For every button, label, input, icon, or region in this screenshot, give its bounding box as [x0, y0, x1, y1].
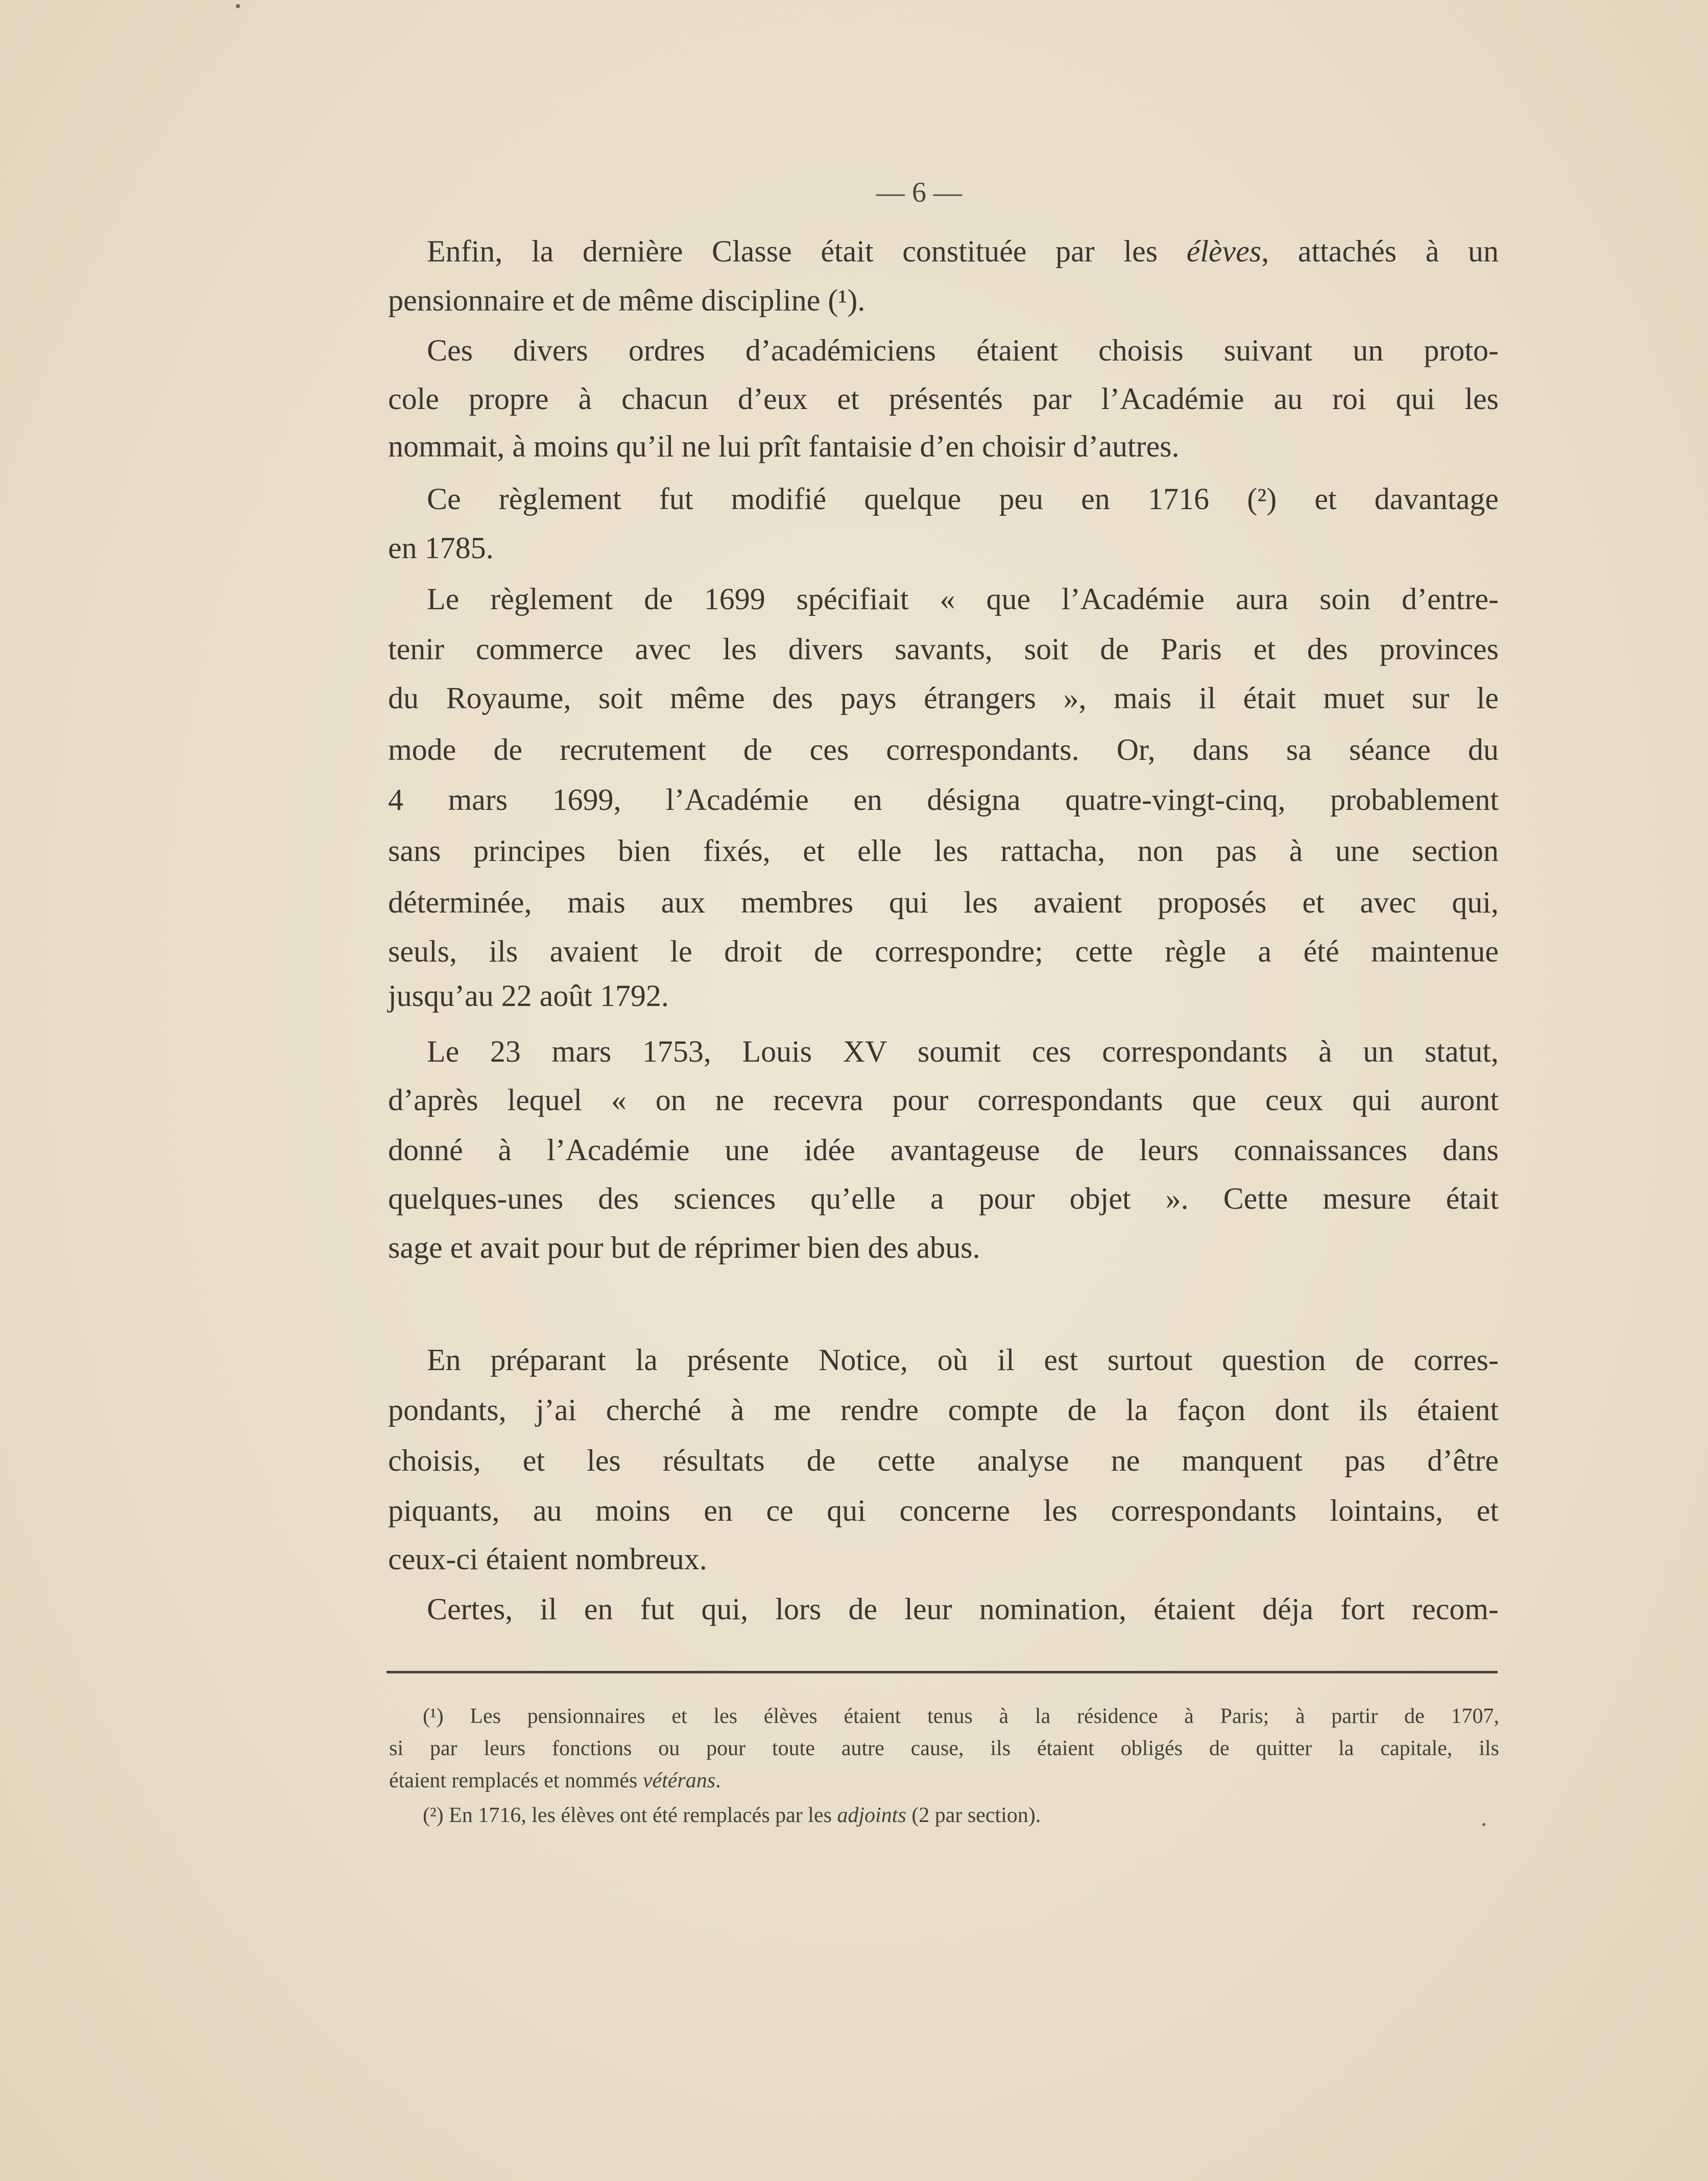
scan-speck [1482, 1823, 1485, 1826]
text-line [388, 1132, 1499, 1168]
text-run: jusqu’au 22 août 1792. [388, 979, 669, 1013]
text-run: 4 mars 1699, l’Académie en désigna quatre-vingt-cinq, probablement [388, 783, 1499, 817]
text-run: choisis, et les résultats de cette analyse ne manquent pas d’être [388, 1444, 1499, 1477]
text-line [388, 1082, 1499, 1118]
text-run: tenir commerce avec les divers savants, soit de Paris et des provinces [388, 632, 1499, 666]
text-run: Ces divers ordres d’académiciens étaient choisis suivant un proto- [427, 333, 1499, 367]
text-line [388, 1230, 1499, 1265]
text-run: Enfin, la dernière Classe était constituée par les [427, 234, 1187, 268]
text-line [388, 782, 1499, 818]
italic-term: élèves [1186, 234, 1262, 268]
page-number: — 6 — [876, 177, 962, 208]
text-line [388, 732, 1499, 768]
text-line [427, 481, 1499, 517]
text-run: En préparant la présente Notice, où il est surtout question de corres- [427, 1343, 1499, 1377]
text-run: sans principes bien fixés, et elle les rattacha, non pas à une section [388, 834, 1499, 868]
text-line [388, 680, 1499, 716]
text-run: mode de recrutement de ces correspondants. Or, dans sa séance du [388, 733, 1499, 766]
text-run: , attachés à un [1261, 234, 1499, 268]
text-run: Le règlement de 1699 spécifiait « que l’Académie aura soin d’entre- [427, 582, 1499, 616]
text-run: pensionnaire et de même discipline (¹). [388, 283, 865, 317]
italic-term: vétérans [642, 1769, 716, 1792]
text-line [388, 1443, 1499, 1478]
text-run: . [715, 1769, 721, 1792]
text-line [427, 1342, 1499, 1378]
text-run: Le 23 mars 1753, Louis XV soumit ces correspondants à un statut, [427, 1035, 1499, 1068]
text-run: pondants, j’ai cherché à me rendre compte de la façon dont ils étaient [388, 1393, 1499, 1427]
text-run: piquants, au moins en ce qui concerne les correspondants lointains, et [388, 1494, 1499, 1527]
footnote-line [389, 1736, 1499, 1761]
text-line [388, 1392, 1499, 1428]
text-line [427, 581, 1499, 617]
text-line [388, 1541, 1499, 1577]
text-run: nommait, à moins qu’il ne lui prît fantaisie d’en choisir d’autres. [388, 429, 1180, 463]
text-line [427, 1591, 1499, 1627]
text-run: (¹) Les pensionnaires et les élèves étaient tenus à la résidence à Paris; à partir de 1707, [423, 1705, 1499, 1728]
text-line [388, 978, 1499, 1014]
text-run: ceux-ci étaient nombreux. [388, 1542, 707, 1576]
text-run: du Royaume, soit même des pays étrangers », mais il était muet sur le [388, 681, 1499, 715]
text-run: si par leurs fonctions ou pour toute autre cause, ils étaient obligés de quitter la capitale, ils [389, 1737, 1499, 1760]
text-run: Ce règlement fut modifié quelque peu en 1716 (²) et davantage [427, 482, 1499, 516]
text-run: (2 par section). [906, 1804, 1041, 1827]
footnote-line [423, 1704, 1499, 1729]
footnote-line [389, 1768, 1499, 1793]
footnote-divider [387, 1671, 1498, 1673]
text-run: cole propre à chacun d’eux et présentés par l’Académie au roi qui les [388, 382, 1499, 416]
text-line [427, 332, 1499, 368]
text-run: (²) En 1716, les élèves ont été remplacés par les [423, 1804, 837, 1827]
text-run: d’après lequel « on ne recevra pour correspondants que ceux qui auront [388, 1083, 1499, 1117]
text-line [388, 631, 1499, 667]
text-line [388, 884, 1499, 920]
text-line [388, 933, 1499, 969]
text-line [427, 233, 1499, 269]
text-run: Certes, il en fut qui, lors de leur nomination, étaient déja fort recom- [427, 1592, 1499, 1626]
italic-term: adjoints [837, 1804, 906, 1827]
text-line [427, 1034, 1499, 1069]
text-line [388, 1181, 1499, 1216]
text-run: donné à l’Académie une idée avantageuse de leurs connaissances dans [388, 1133, 1499, 1167]
text-run: en 1785. [388, 531, 494, 565]
scan-speck [236, 4, 240, 8]
text-line [388, 428, 1499, 464]
footnote-line [423, 1803, 1499, 1828]
text-run: quelques-unes des sciences qu’elle a pour objet ». Cette mesure était [388, 1182, 1499, 1215]
text-line [388, 1493, 1499, 1528]
text-run: sage et avait pour but de réprimer bien des abus. [388, 1231, 980, 1264]
text-line [388, 282, 1499, 318]
text-line [388, 833, 1499, 869]
text-run: étaient remplacés et nommés [389, 1769, 643, 1792]
text-line [388, 381, 1499, 417]
text-run: seuls, ils avaient le droit de correspondre; cette règle a été maintenue [388, 934, 1499, 968]
text-line [388, 530, 1499, 566]
text-run: déterminée, mais aux membres qui les avaient proposés et avec qui, [388, 885, 1499, 919]
